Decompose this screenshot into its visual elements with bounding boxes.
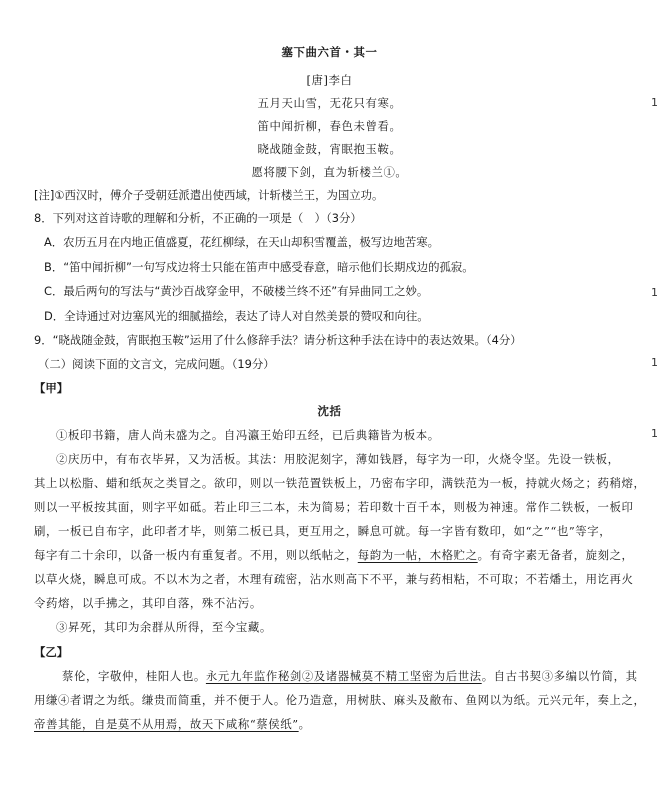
question-8-option-b: B．“笛中闻折柳”一句写戍边将士只能在笛声中感受春意，暗示他们长期戍边的孤寂。 (44, 260, 474, 274)
passage-yi-label: 【乙】 (34, 645, 69, 659)
passage-jia-line: 其上以松脂、蜡和纸灰之类冒之。欲印，则以一铁范置铁板上，乃密布字印，满铁范为一板，持就火炀之；药稍熔， (34, 476, 646, 490)
passage-jia-line: 刷，一板已自布字，此印者才毕，则第二板已具，更互用之，瞬息可就。每一字皆有数印，如“之”“也”等字， (34, 524, 612, 538)
edge-mark: 1 (651, 96, 658, 109)
passage-jia-line (34, 547, 634, 563)
passage-yi-line: 用缣④者谓之为纸。缣贵而简重，并不便于人。伦乃造意，用树肤、麻头及敝布、鱼网以为纸。元兴元年，奏上之， (34, 693, 646, 707)
edge-mark: 1 (651, 427, 658, 440)
text-segment: 。 (298, 717, 311, 731)
passage-jia-paragraph-1: ①板印书籍，唐人尚未盛为之。自冯瀛王始印五经，已后典籍皆为板本。 (56, 428, 440, 442)
question-8-option-a: A．农历五月在内地正值盛夏，花红柳绿，在天山却积雪覆盖，极写边地苦寒。 (44, 235, 440, 249)
text-segment: 蔡伦，字敬仲，桂阳人也。 (62, 669, 206, 683)
question-9: 9．“晓战随金鼓，宵眠抱玉鞍”运用了什么修辞手法？请分析这种手法在诗中的表达效果。（4分） (34, 333, 522, 347)
passage-yi-line (34, 716, 311, 732)
poem-title: 塞下曲六首・其一 (281, 45, 378, 59)
passage-yi-line (62, 668, 638, 684)
poem-line: 五月天山雪，无花只有寒。 (257, 96, 402, 110)
underlined-sentence: 永元九年监作秘剑②及诸器械莫不精工坚密为后世法 (205, 669, 482, 683)
poem-note: [注]①西汉时，傅介子受朝廷派遣出使西域，计斩楼兰王，为国立功。 (34, 188, 384, 202)
edge-mark: 1 (651, 356, 658, 369)
passage-jia-line: 令药熔，以手拂之，其印自落，殊不沾污。 (34, 596, 262, 610)
passage-jia-line: ②庆历中，有布衣毕昇，又为活板。其法：用胶泥刻字，薄如钱唇，每字为一印，火烧令坚。先设一铁板， (56, 452, 620, 466)
poem-line: 笛中闻折柳，春色未曾看。 (257, 119, 402, 133)
question-8-stem: 8．下列对这首诗歌的理解和分析，不正确的一项是（ ）（3分） (34, 211, 362, 225)
section-2-heading: （二）阅读下面的文言文，完成问题。（19分） (38, 357, 275, 371)
underlined-sentence: 每韵为一帖，木格贮之 (357, 548, 478, 562)
edge-mark: 1 (651, 286, 658, 299)
text-segment: 。自古书契③多编以竹简，其 (481, 669, 638, 683)
poem-line: 愿将腰下剑，直为斩楼兰①。 (251, 165, 408, 179)
question-8-option-d: D．全诗通过对边塞风光的细腻描绘，表达了诗人对自然美景的赞叹和向往。 (44, 309, 429, 323)
passage-jia-paragraph-3: ③昇死，其印为余群从所得，至今宝藏。 (56, 620, 272, 634)
passage-jia-title: 沈括 (317, 404, 342, 418)
underlined-sentence: 帝善其能，自是莫不从用焉，故天下咸称“蔡侯纸” (34, 717, 299, 731)
passage-jia-line: 以草火烧，瞬息可成。不以木为之者，木理有疏密，沾水则高下不平，兼与药相粘，不可取；不若燔土，用讫再火 (34, 572, 634, 586)
poem-line: 晓战随金鼓，宵眠抱玉鞍。 (257, 142, 402, 156)
text-segment: 。有奇字素无备者，旋刻之， (477, 548, 634, 562)
passage-jia-line: 则以一平板按其面，则字平如砥。若止印三二本，未为简易；若印数十百千本，则极为神速。常作二铁板，一板印 (34, 500, 634, 514)
passage-jia-label: 【甲】 (34, 381, 69, 395)
text-segment: 每字有二十余印，以备一板内有重复者。不用，则以纸帖之， (34, 548, 358, 562)
poem-author: [唐]李白 (306, 73, 353, 87)
question-8-option-c: C．最后两句的写法与“黄沙百战穿金甲，不破楼兰终不还”有异曲同工之妙。 (44, 284, 429, 298)
